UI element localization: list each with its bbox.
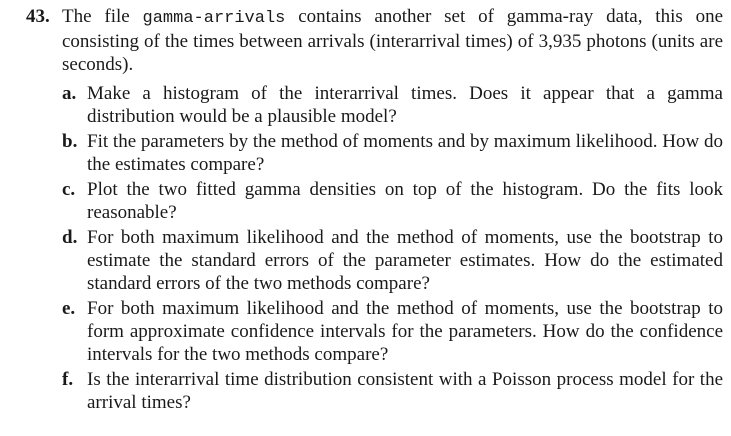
part-f	[62, 368, 723, 414]
part-text: For both maximum likelihood and the method of moments, use the bootstrap to estimate the standard errors of the parameter estimates. How do the estimated standard errors of the two methods compare?	[87, 227, 723, 294]
part-e	[62, 297, 723, 366]
part-d	[62, 226, 723, 295]
part-c	[62, 178, 723, 224]
part-b	[62, 130, 723, 176]
part-text: For both maximum likelihood and the method of moments, use the bootstrap to form approximate confidence intervals for the parameters. How do the confidence intervals for the two methods compare?	[87, 298, 723, 365]
part-text: Make a histogram of the interarrival times. Does it appear that a gamma distribution would be a plausible model?	[87, 83, 723, 127]
intro-text-before: The file	[62, 6, 143, 27]
problem-43	[26, 5, 723, 416]
part-text: Fit the parameters by the method of moments and by maximum likelihood. How do the estimates compare?	[87, 131, 723, 175]
part-text: Is the interarrival time distribution consistent with a Poisson process model for the arrival times?	[87, 369, 723, 413]
part-letter: c.	[62, 179, 76, 200]
part-letter: f.	[62, 369, 74, 390]
problem-number: 43.	[26, 6, 50, 27]
part-letter: b.	[62, 131, 78, 152]
part-letter: a.	[62, 83, 77, 104]
problem-parts	[26, 82, 723, 414]
part-a	[62, 82, 723, 128]
filename: gamma-arrivals	[142, 9, 286, 28]
part-letter: d.	[62, 227, 78, 248]
part-letter: e.	[62, 298, 76, 319]
part-text: Plot the two fitted gamma densities on top of the histogram. Do the fits look reasonable?	[87, 179, 723, 223]
intro-text-after: contains another set of gamma-ray data, this one consisting of the times between arrivals (interarrival times) of 3,935 photons (units are seconds).	[62, 6, 724, 75]
problem-intro	[62, 5, 723, 76]
